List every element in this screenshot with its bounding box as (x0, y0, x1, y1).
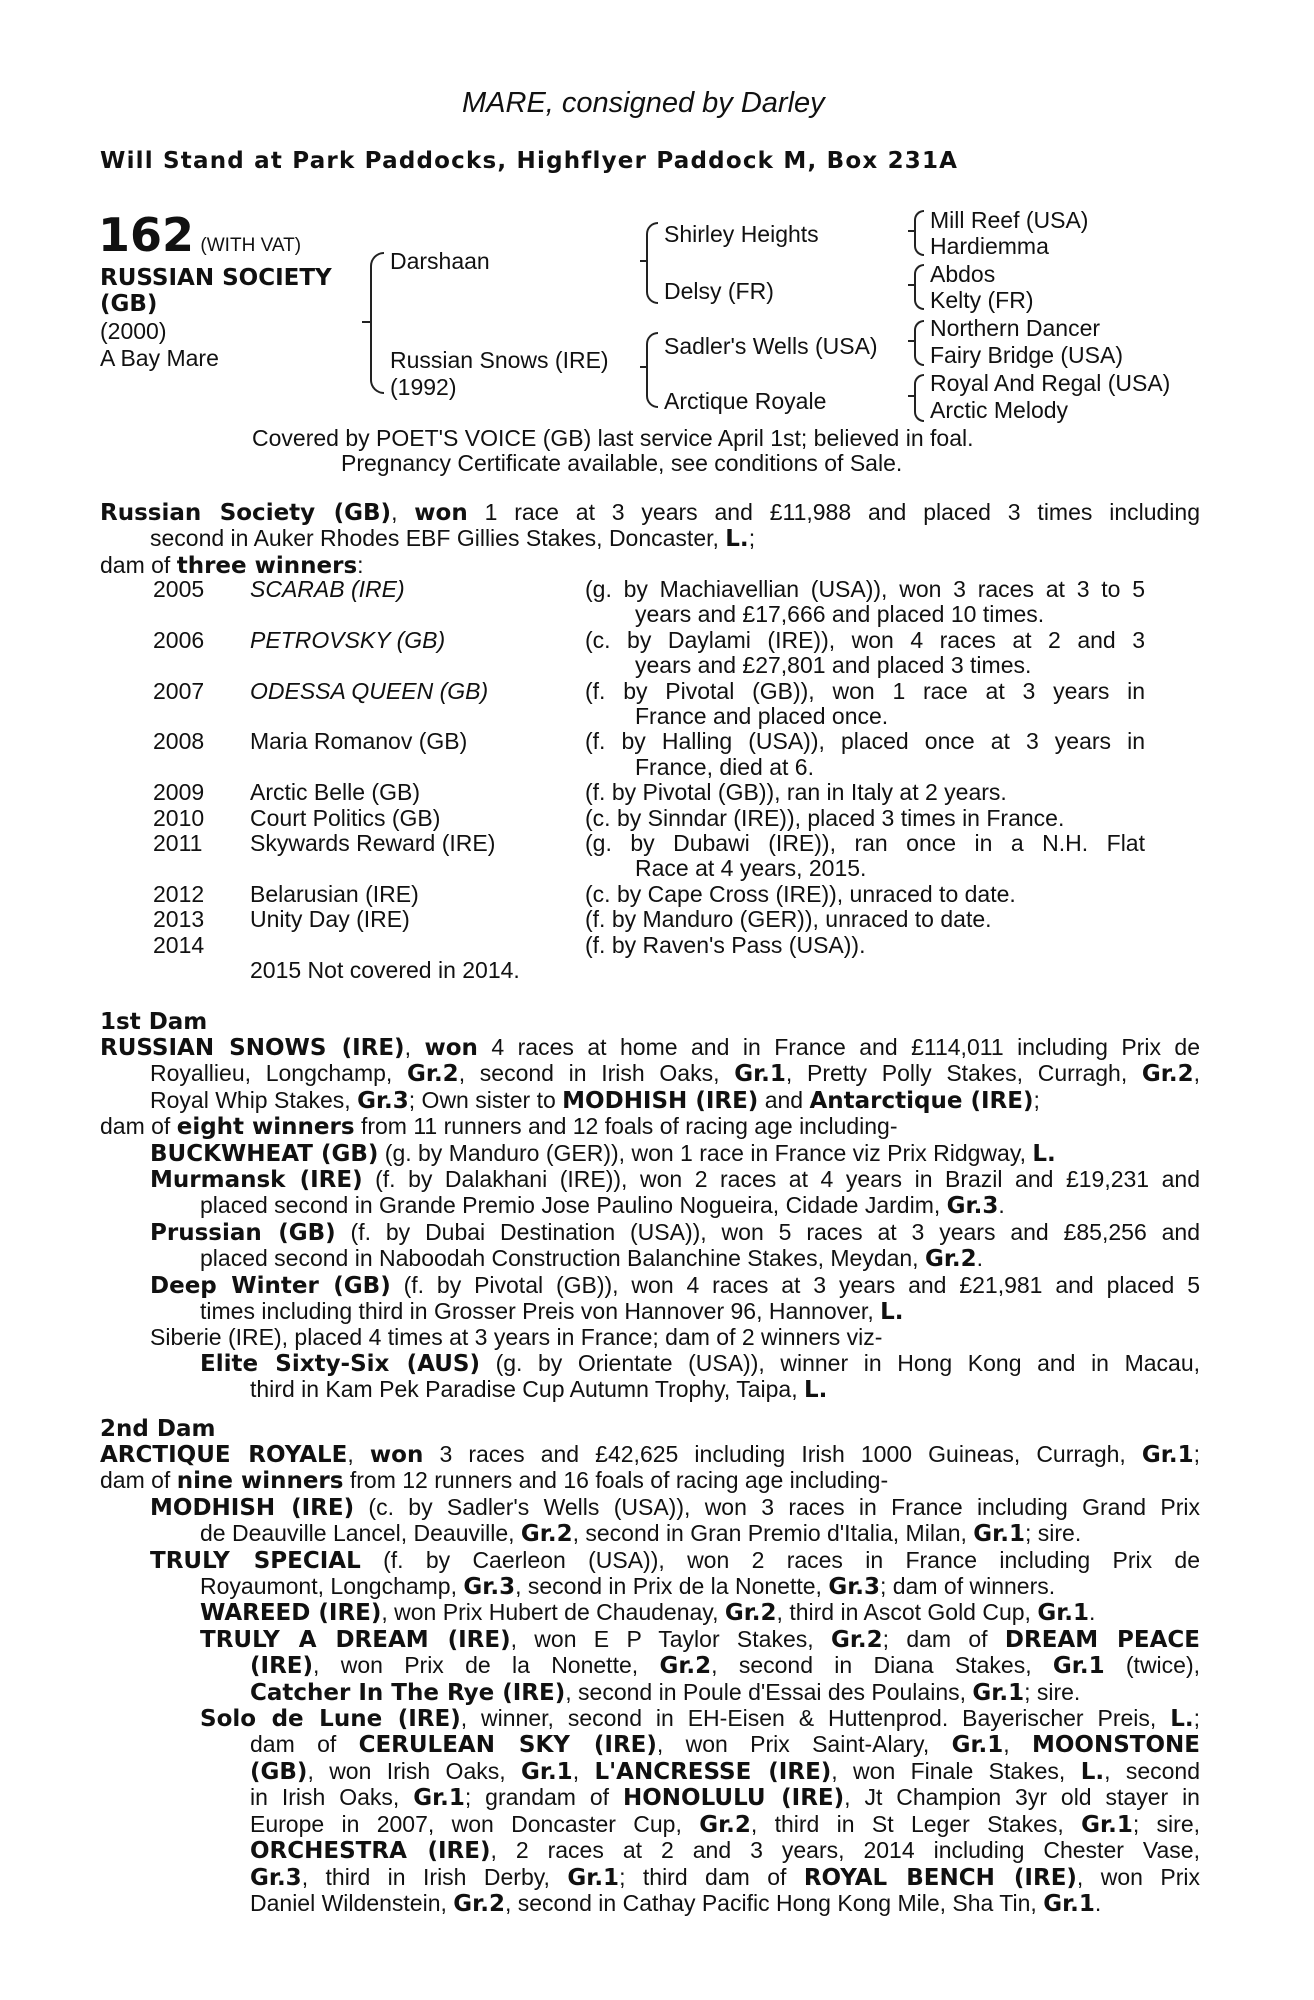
produce-year: 2009 (153, 779, 205, 806)
pedigree-sire-dam: Delsy (FR) (664, 278, 774, 304)
pregnancy-note: Pregnancy Certificate available, see conditions of Sale. (341, 450, 903, 476)
produce-detail: (f. by Halling (USA)), placed once at 3 years in (585, 728, 1145, 755)
pedigree-dss: Northern Dancer (930, 315, 1101, 341)
produce-detail: France and placed once. (635, 703, 889, 729)
produce-name: Skywards Reward (IRE) (250, 830, 496, 856)
first-dam-line: placed second in Naboodah Construction Balanchine Stakes, Meydan, Gr.2. (200, 1245, 984, 1273)
summary-line: Russian Society (GB), won 1 race at 3 years and £11,988 and placed 3 times including (100, 499, 1201, 526)
second-dam-line: WAREED (IRE), won Prix Hubert de Chaudenay, Gr.2, third in Ascot Gold Cup, Gr.1. (200, 1599, 1096, 1627)
second-dam-line: MODHISH (IRE) (c. by Sadler's Wells (USA)), won 3 races in France including Grand Prix (150, 1493, 1200, 1521)
pedigree-bracket (646, 222, 658, 304)
produce-detail: (c. by Daylami (IRE)), won 4 races at 2 and 3 (585, 626, 1145, 653)
second-dam-line: TRULY SPECIAL (f. by Caerleon (USA)), won 2 races in France including Prix de (150, 1546, 1200, 1574)
second-dam-line: Daniel Wildenstein, Gr.2, second in Cathay Pacific Hong Kong Mile, Sha Tin, Gr.1. (250, 1889, 1102, 1917)
produce-name: Court Politics (GB) (250, 804, 441, 831)
second-dam-line: Catcher In The Rye (IRE), second in Poule d'Essai des Poulains, Gr.1; sire. (250, 1678, 1081, 1706)
not-covered-note: 2015 Not covered in 2014. (250, 957, 520, 983)
pedigree-dam-year: (1992) (390, 374, 457, 400)
second-dam-line: in Irish Oaks, Gr.1; grandam of HONOLULU (IRE), Jt Champion 3yr old stayer in (250, 1784, 1200, 1812)
pedigree-dam: Russian Snows (IRE) (390, 347, 609, 373)
produce-detail: years and £17,666 and placed 10 times. (635, 601, 1045, 628)
second-dam-line: de Deauville Lancel, Deauville, Gr.2, second in Gran Premio d'Italia, Milan, Gr.1; sire. (200, 1520, 1082, 1548)
second-dam-body (100, 1442, 1200, 1917)
first-dam-body (100, 1035, 1200, 1404)
summary-line: dam of three winners: (100, 551, 364, 579)
second-dam-line: Solo de Lune (IRE), winner, second in EH-Eisen & Huttenprod. Bayerischer Preis, L.; (200, 1705, 1200, 1733)
horse-name: RUSSIAN SOCIETY (100, 265, 332, 291)
produce-detail: (f. by Pivotal (GB)), won 1 race at 3 years in (585, 677, 1145, 704)
pedigree-sire-sire: Shirley Heights (664, 221, 819, 247)
first-dam-line: Murmansk (IRE) (f. by Dalakhani (IRE)), won 2 races at 4 years in Brazil and £19,231 and (150, 1166, 1200, 1194)
second-dam-line: ARCTIQUE ROYALE, won 3 races and £42,625 including Irish 1000 Guineas, Curragh, Gr.1; (100, 1441, 1200, 1468)
mare-summary (100, 500, 1200, 579)
pedigree-dam-dam: Arctique Royale (664, 388, 827, 414)
produce-detail: (g. by Machiavellian (USA)), won 3 races at 3 to 5 (585, 576, 1145, 602)
second-dam-line: (IRE), won Prix de la Nonette, Gr.2, second in Diana Stakes, Gr.1 (twice), (250, 1652, 1201, 1680)
covering-note: Covered by POET'S VOICE (GB) last service April 1st; believed in foal. (252, 425, 974, 451)
stand-location: Will Stand at Park Paddocks, Highflyer Paddock M, Box 231A (100, 148, 959, 174)
second-dam-line: ORCHESTRA (IRE), 2 races at 2 and 3 years, 2014 including Chester Vase, (250, 1837, 1200, 1865)
produce-year: 2011 (153, 830, 203, 856)
produce-year: 2010 (153, 804, 205, 831)
second-dam-line: (GB), won Irish Oaks, Gr.1, L'ANCRESSE (IRE), won Finale Stakes, L., second (250, 1757, 1201, 1785)
produce-year: 2012 (153, 880, 205, 907)
pedigree-bracket (914, 320, 924, 366)
produce-year: 2013 (153, 906, 205, 933)
pedigree-dam-sire: Sadler's Wells (USA) (664, 333, 878, 359)
first-dam-line: Royal Whip Stakes, Gr.3; Own sister to MODHISH (IRE) and Antarctique (IRE); (150, 1086, 1040, 1114)
produce-name: Arctic Belle (GB) (250, 779, 420, 806)
pedigree-sire: Darshaan (390, 248, 490, 274)
second-dam-line: dam of nine winners from 12 runners and 16 foals of racing age including- (100, 1467, 889, 1495)
produce-detail: (c. by Sinndar (IRE)), placed 3 times in France. (585, 804, 1065, 831)
produce-detail: (f. by Pivotal (GB)), ran in Italy at 2 years. (585, 779, 1007, 806)
first-dam-line: Royallieu, Longchamp, Gr.2, second in Irish Oaks, Gr.1, Pretty Polly Stakes, Curragh, Gr.2, (150, 1060, 1200, 1088)
second-dam-heading: 2nd Dam (100, 1416, 216, 1442)
first-dam-line: RUSSIAN SNOWS (IRE), won 4 races at home and in France and £114,011 including Prix de (100, 1034, 1201, 1061)
lot-number-line (98, 210, 301, 260)
vat-note: (WITH VAT) (200, 235, 302, 256)
produce-name: PETROVSKY (GB) (250, 626, 446, 653)
pedigree-ssd: Hardiemma (930, 233, 1049, 259)
pedigree-bracket (914, 210, 924, 256)
produce-name: Belarusian (IRE) (250, 880, 419, 907)
produce-name: Maria Romanov (GB) (250, 728, 468, 755)
catalogue-title: MARE, consigned by Darley (462, 87, 825, 119)
pedigree-sdd: Kelty (FR) (930, 287, 1034, 313)
second-dam-line: TRULY A DREAM (IRE), won E P Taylor Stakes, Gr.2; dam of DREAM PEACE (200, 1625, 1200, 1653)
second-dam-line: Royaumont, Longchamp, Gr.3, second in Prix de la Nonette, Gr.3; dam of winners. (200, 1573, 1056, 1601)
produce-name: ODESSA QUEEN (GB) (250, 677, 489, 704)
produce-name: Unity Day (IRE) (250, 906, 410, 933)
produce-detail: France, died at 6. (635, 753, 814, 780)
first-dam-line: third in Kam Pek Paradise Cup Autumn Trophy, Taipa, L. (250, 1376, 828, 1404)
pedigree-bracket (646, 332, 658, 408)
pedigree-ddd: Arctic Melody (930, 397, 1069, 423)
produce-detail: (f. by Raven's Pass (USA)). (585, 931, 866, 958)
second-dam-line: dam of CERULEAN SKY (IRE), won Prix Saint-Alary, Gr.1, MOONSTONE (250, 1731, 1200, 1759)
produce-year: 2007 (153, 677, 205, 704)
pedigree-dsd: Fairy Bridge (USA) (930, 342, 1123, 368)
horse-year: (2000) (100, 318, 167, 344)
summary-line: second in Auker Rhodes EBF Gillies Stakes, Doncaster, L.; (150, 525, 756, 553)
first-dam-line: Elite Sixty-Six (AUS) (g. by Orientate (USA)), winner in Hong Kong and in Macau, (200, 1349, 1200, 1377)
produce-year: 2006 (153, 626, 205, 653)
produce-name: SCARAB (IRE) (250, 576, 405, 602)
first-dam-line: Prussian (GB) (f. by Dubai Destination (USA)), won 5 races at 3 years and £85,256 and (150, 1218, 1201, 1246)
first-dam-line: Siberie (IRE), placed 4 times at 3 years in France; dam of 2 winners viz- (150, 1324, 883, 1351)
first-dam-line: Deep Winter (GB) (f. by Pivotal (GB)), won 4 races at 3 years and £21,981 and placed 5 (150, 1271, 1201, 1299)
first-dam-line: BUCKWHEAT (GB) (g. by Manduro (GER)), won 1 race in France viz Prix Ridgway, L. (150, 1139, 1056, 1167)
pedigree-sss: Mill Reef (USA) (930, 207, 1089, 233)
second-dam-line: Europe in 2007, won Doncaster Cup, Gr.2, third in St Leger Stakes, Gr.1; sire, (250, 1810, 1200, 1838)
pedigree-sds: Abdos (930, 261, 996, 287)
produce-detail: (f. by Manduro (GER)), unraced to date. (585, 906, 992, 933)
produce-detail: (g. by Dubawi (IRE)), ran once in a N.H. Flat (585, 830, 1145, 856)
produce-detail: Race at 4 years, 2015. (635, 855, 867, 882)
pedigree-bracket (914, 374, 924, 422)
produce-year: 2008 (153, 728, 205, 755)
second-dam-line: Gr.3, third in Irish Derby, Gr.1; third dam of ROYAL BENCH (IRE), won Prix (250, 1863, 1200, 1891)
produce-year: 2014 (153, 931, 205, 958)
pedigree-bracket (370, 252, 384, 394)
first-dam-line: times including third in Grosser Preis von Hannover 96, Hannover, L. (200, 1298, 904, 1326)
produce-detail: years and £27,801 and placed 3 times. (635, 652, 1032, 679)
horse-origin: (GB) (100, 291, 158, 317)
first-dam-line: dam of eight winners from 11 runners and 12 foals of racing age including- (100, 1113, 898, 1141)
lot-number: 162 (98, 208, 195, 262)
horse-description: A Bay Mare (100, 345, 219, 371)
produce-detail: (c. by Cape Cross (IRE)), unraced to date. (585, 880, 1016, 907)
horse-name-ref: Russian Society (GB) (100, 500, 392, 526)
first-dam-heading: 1st Dam (100, 1009, 208, 1035)
first-dam-line: placed second in Grande Premio Jose Paulino Nogueira, Cidade Jardim, Gr.3. (200, 1192, 1005, 1220)
produce-year: 2005 (153, 576, 205, 602)
pedigree-bracket (914, 264, 924, 310)
pedigree-dds: Royal And Regal (USA) (930, 370, 1171, 396)
